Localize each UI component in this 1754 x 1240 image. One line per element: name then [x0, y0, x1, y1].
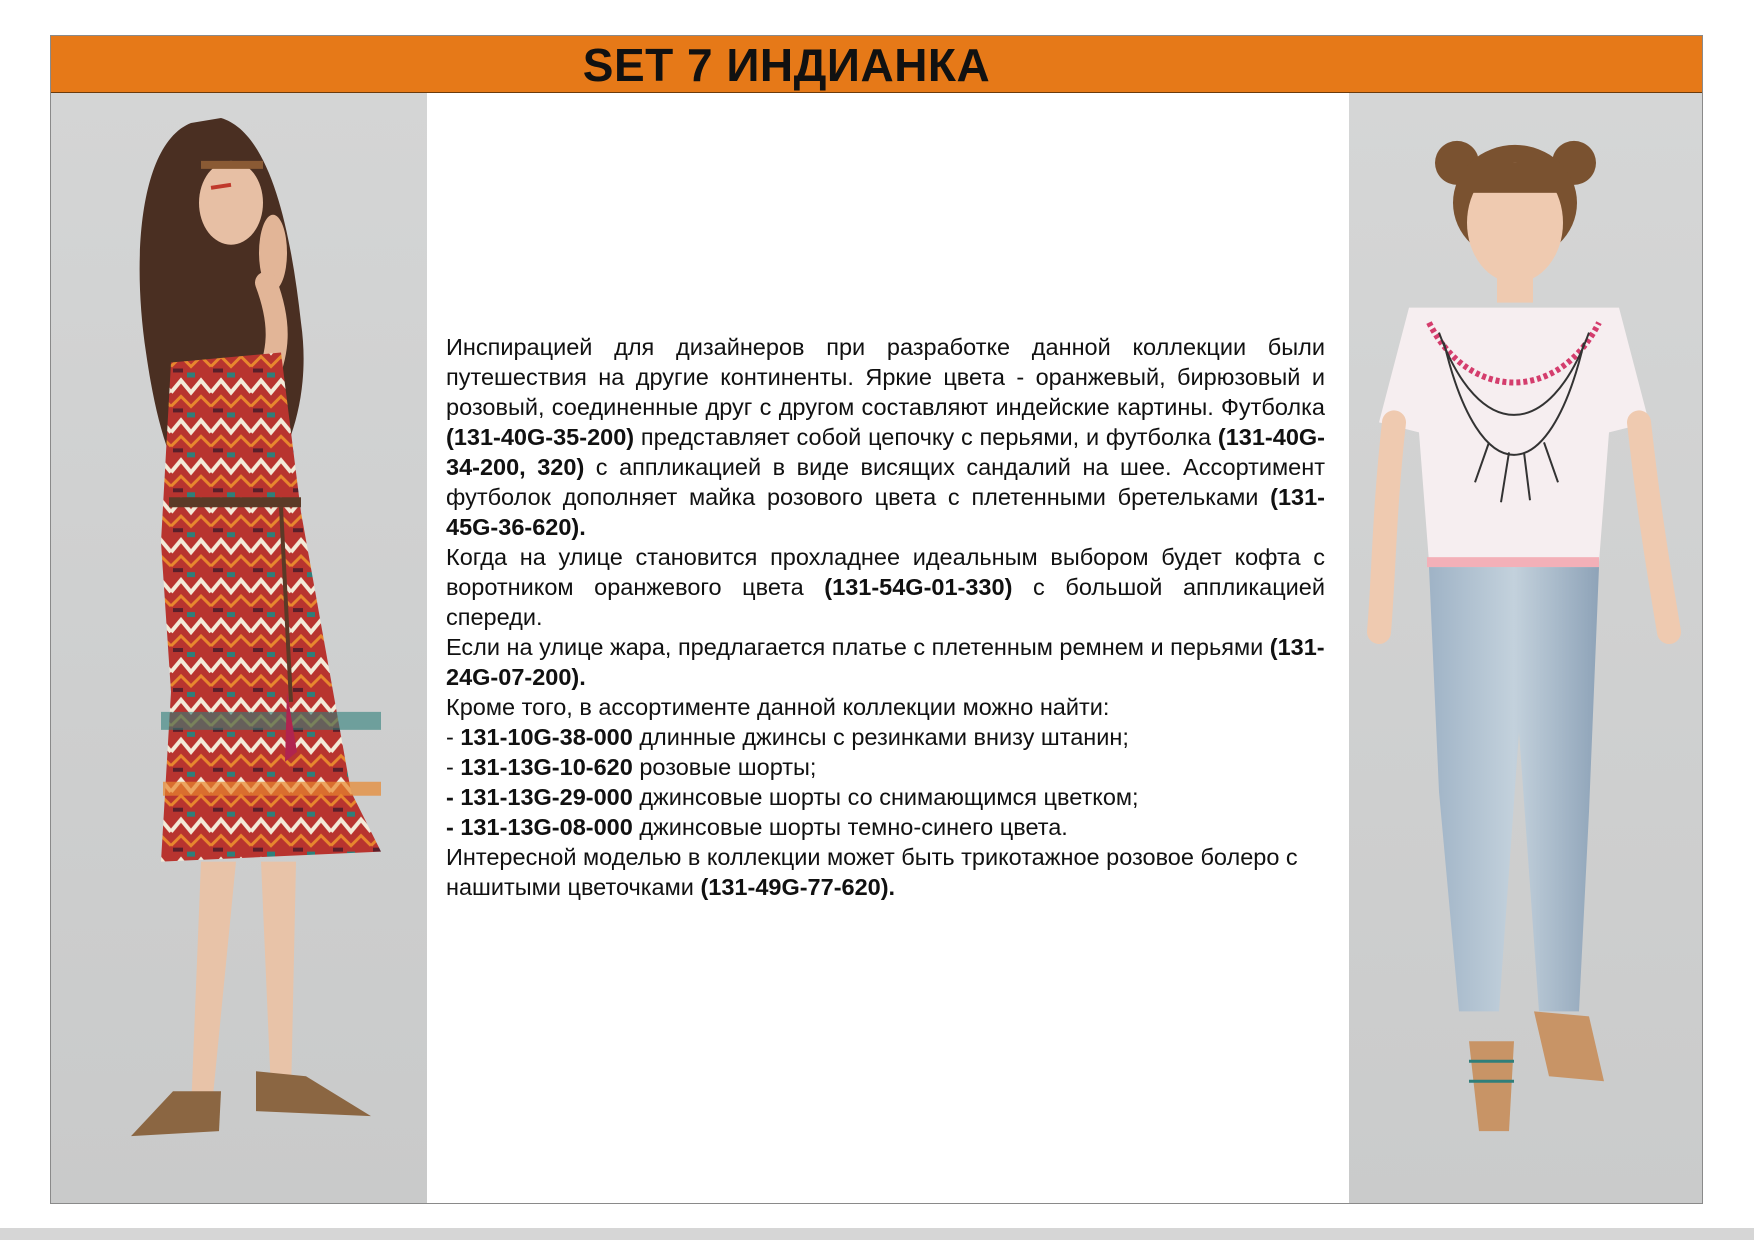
article-code-text: 131-13G-10-620: [460, 754, 633, 780]
bottom-edge-strip: [0, 1228, 1754, 1240]
list-item: [446, 782, 1325, 812]
article-code-text: (131-24G-07-200).: [446, 634, 1325, 690]
article-code-text: - 131-13G-08-000: [446, 814, 633, 840]
paragraph-assortment-intro: [446, 692, 1325, 722]
body-text-run: Инспирацией для дизайнеров при разработке данной коллекции были путешествия на другие континенты. Яркие цвета - оранжевый, бирюзовый и розовый, соединенные друг с другом составляют индейские картины. Футболка: [446, 334, 1325, 420]
body-text-run: Интересной моделью в коллекции может быть трикотажное розовое болеро с нашитыми цветочками: [446, 844, 1298, 900]
left-model-photo: [51, 93, 427, 1203]
article-code-text: - 131-13G-29-000: [446, 784, 633, 810]
body-text-run: джинсовые шорты темно-синего цвета.: [632, 814, 1068, 840]
list-item: [446, 722, 1325, 752]
paragraph-dress: [446, 632, 1325, 692]
body-text-run: -: [446, 754, 461, 780]
assortment-list: [446, 722, 1325, 842]
title-banner: [51, 36, 1702, 93]
article-code-text: 131-10G-38-000: [460, 724, 633, 750]
article-code-text: (131-45G-36-620).: [446, 484, 1325, 540]
body-text-run: Если на улице жара, предлагается платье с плетенным ремнем и перьями: [446, 634, 1270, 660]
body-text-run: Когда на улице становится прохладнее идеальным выбором будет кофта с воротником оранжевого цвета: [446, 544, 1325, 600]
body-text-run: джинсовые шорты со снимающимся цветком;: [632, 784, 1139, 810]
list-item: [446, 812, 1325, 842]
body-text-run: представляет собой цепочку с перьями, и футболка: [634, 424, 1218, 450]
article-code-text: (131-49G-77-620).: [700, 874, 896, 900]
body-text-run: Кроме того, в ассортименте данной коллекции можно найти:: [446, 694, 1110, 720]
page-title: SET 7 ИНДИАНКА: [582, 39, 991, 91]
article-code-text: (131-40G-34-200, 320): [446, 424, 1325, 480]
body-text-run: -: [446, 724, 461, 750]
page-frame: [50, 35, 1703, 1204]
girl-in-dress-image: [51, 93, 427, 1203]
paragraph-inspiration: [446, 332, 1325, 542]
article-code-text: (131-40G-35-200): [446, 424, 635, 450]
article-code-text: (131-54G-01-330): [824, 574, 1013, 600]
body-text-run: розовые шорты;: [632, 754, 817, 780]
paragraph-bolero: [446, 842, 1325, 902]
body-text-run: с большой аппликацией спереди.: [446, 574, 1325, 630]
girl-in-tshirt-image: [1349, 93, 1703, 1203]
body-text-run: длинные джинсы с резинками внизу штанин;: [632, 724, 1129, 750]
body-text-run: с аппликацией в виде висящих сандалий на шее. Ассортимент футболок дополняет майка розового цвета с плетенными бретельками: [446, 454, 1325, 510]
list-item: [446, 752, 1325, 782]
right-model-photo: [1349, 93, 1703, 1203]
collection-description: [446, 332, 1325, 902]
paragraph-cardigan: [446, 542, 1325, 632]
